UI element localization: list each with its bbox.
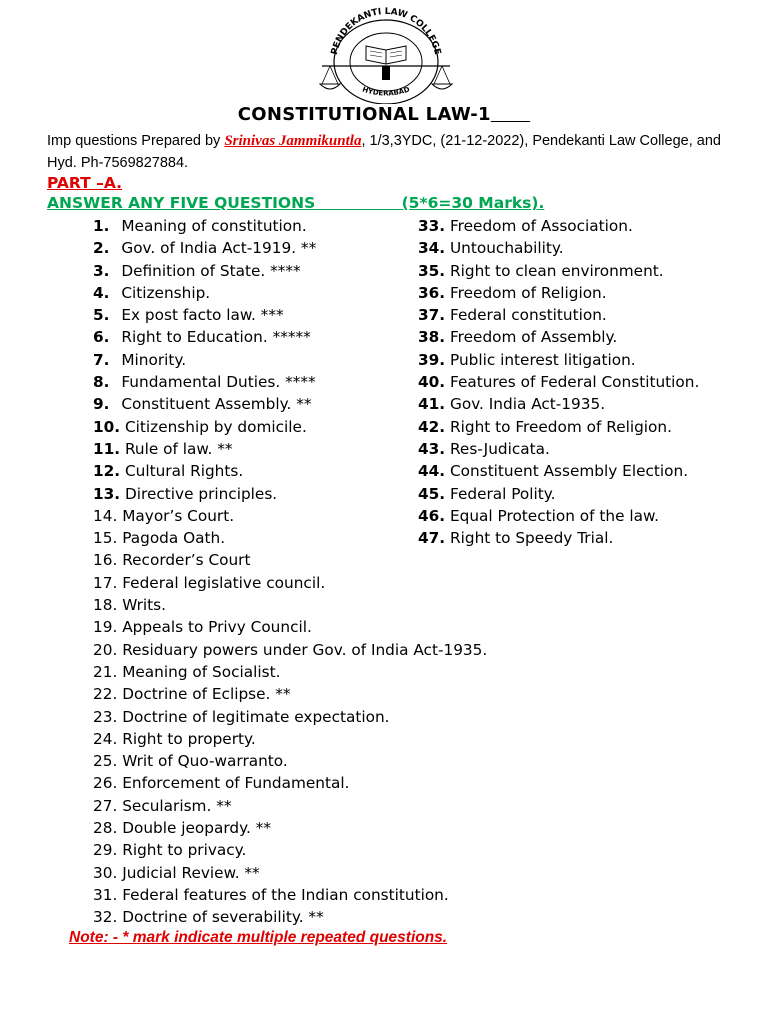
- question-number: 27.: [93, 796, 118, 815]
- question-item: [418, 371, 699, 393]
- question-text: Freedom of Assembly.: [449, 328, 618, 347]
- question-text: Freedom of Religion.: [449, 283, 607, 302]
- question-number: 15.: [93, 529, 118, 548]
- question-item: [418, 527, 699, 549]
- question-text: Residuary powers under Gov. of India Act-1935.: [122, 640, 488, 659]
- question-number: 12.: [93, 462, 121, 481]
- question-item: [93, 661, 487, 683]
- question-text: Federal legislative council.: [122, 573, 326, 592]
- question-item: [93, 906, 487, 928]
- question-list-right: [418, 215, 699, 549]
- question-text: Meaning of constitution.: [121, 217, 307, 235]
- question-item: [418, 460, 699, 482]
- question-item: [418, 304, 699, 326]
- question-text: Double jeopardy. **: [122, 819, 271, 838]
- question-text: Cultural Rights.: [124, 462, 244, 481]
- question-number: 14.: [93, 506, 118, 525]
- question-item: [418, 505, 699, 527]
- question-item: [418, 393, 699, 415]
- intro-paragraph: [47, 130, 747, 174]
- question-number: 7.: [93, 350, 110, 369]
- question-text: Federal Polity.: [449, 484, 556, 503]
- question-number: 19.: [93, 618, 118, 637]
- intro-prefix: Imp questions Prepared by: [47, 133, 225, 149]
- question-text: Writ of Quo-warranto.: [122, 752, 288, 771]
- question-item: [418, 237, 699, 259]
- question-item: [418, 483, 699, 505]
- question-text: Equal Protection of the law.: [449, 506, 659, 525]
- question-number: 23.: [93, 707, 118, 726]
- question-text: Minority.: [121, 350, 187, 369]
- question-number: 17.: [93, 573, 118, 592]
- question-text: Meaning of Socialist.: [122, 662, 281, 681]
- title-text: CONSTITUTIONAL LAW-1: [237, 104, 491, 125]
- question-number: 8.: [93, 373, 110, 392]
- question-item: [93, 594, 487, 616]
- college-seal-logo: [308, 4, 464, 104]
- question-text: Citizenship.: [121, 283, 211, 302]
- document-title: [0, 104, 768, 125]
- svg-text:HYDERABAD: HYDERABAD: [361, 85, 411, 98]
- question-text: Constituent Assembly. **: [121, 395, 312, 414]
- question-number: 29.: [93, 841, 118, 860]
- question-item: [418, 282, 699, 304]
- question-number: 30.: [93, 863, 118, 882]
- question-item: [418, 260, 699, 282]
- question-item: [93, 750, 487, 772]
- question-item: [93, 862, 487, 884]
- svg-text:PENDEKANTI LAW COLLEGE: PENDEKANTI LAW COLLEGE: [329, 6, 443, 56]
- question-item: [418, 215, 699, 237]
- question-number: 21.: [93, 662, 118, 681]
- title-underline: [491, 104, 530, 125]
- question-number: 43.: [418, 439, 446, 458]
- question-text: Mayor’s Court.: [122, 506, 235, 525]
- question-number: 34.: [418, 239, 446, 258]
- question-number: 35.: [418, 261, 446, 280]
- question-number: 25.: [93, 752, 118, 771]
- question-text: Pagoda Oath.: [122, 529, 226, 548]
- question-item: [418, 326, 699, 348]
- question-text: Gov. of India Act-1919. **: [121, 239, 317, 258]
- question-text: Federal constitution.: [449, 306, 607, 325]
- question-text: Definition of State. ****: [121, 261, 301, 280]
- question-text: Untouchability.: [449, 239, 564, 258]
- question-item: [418, 349, 699, 371]
- question-item: [93, 839, 487, 861]
- question-number: 6.: [93, 328, 110, 347]
- question-number: 3.: [93, 261, 110, 280]
- question-number: 2.: [93, 239, 110, 258]
- question-text: Recorder’s Court: [122, 551, 251, 570]
- question-number: 4.: [93, 283, 110, 302]
- question-number: 22.: [93, 685, 118, 704]
- question-item: [93, 795, 487, 817]
- question-number: 5.: [93, 306, 110, 325]
- part-label: PART –A.: [47, 174, 123, 192]
- question-text: Right to Freedom of Religion.: [449, 417, 672, 436]
- question-item: [93, 572, 487, 594]
- question-text: Fundamental Duties. ****: [121, 373, 316, 392]
- question-number: 11.: [93, 439, 121, 458]
- question-text: Public interest litigation.: [449, 350, 636, 369]
- question-number: 37.: [418, 306, 446, 325]
- question-text: Constituent Assembly Election.: [449, 462, 689, 481]
- question-item: [93, 772, 487, 794]
- question-number: 9.: [93, 395, 110, 414]
- question-number: 16.: [93, 551, 118, 570]
- question-number: 26.: [93, 774, 118, 793]
- question-text: Directive principles.: [124, 484, 278, 503]
- question-text: Right to privacy.: [122, 841, 247, 860]
- question-number: 46.: [418, 506, 446, 525]
- question-number: 44.: [418, 462, 446, 481]
- question-number: 13.: [93, 484, 121, 503]
- note-text: Note: - * mark indicate multiple repeated questions.: [69, 929, 448, 946]
- question-number: 47.: [418, 529, 446, 548]
- question-text: Res-Judicata.: [449, 439, 550, 458]
- question-text: Gov. India Act-1935.: [449, 395, 606, 414]
- question-item: [418, 438, 699, 460]
- question-text: Federal features of the Indian constitution.: [122, 885, 449, 904]
- instruction-text: ANSWER ANY FIVE QUESTIONS: [47, 194, 316, 212]
- question-item: [93, 884, 487, 906]
- question-text: Right to clean environment.: [449, 261, 664, 280]
- question-text: Ex post facto law. ***: [121, 306, 284, 325]
- question-number: 10.: [93, 417, 121, 436]
- question-text: Citizenship by domicile.: [124, 417, 307, 436]
- author-name: Srinivas Jammikuntla: [224, 133, 362, 149]
- question-item: [93, 706, 487, 728]
- question-number: 36.: [418, 283, 446, 302]
- question-text: Doctrine of Eclipse. **: [122, 685, 291, 704]
- question-number: 41.: [418, 395, 446, 414]
- question-text: Features of Federal Constitution.: [449, 373, 700, 392]
- question-item: [418, 416, 699, 438]
- question-text: Right to Education. *****: [121, 328, 311, 347]
- question-text: Rule of law. **: [124, 439, 233, 458]
- intro-suffix: , 1/3,3YDC, (21-12-2022), Pendekanti Law College, and Hyd. Ph-7569827884.: [47, 133, 721, 171]
- question-item: [93, 728, 487, 750]
- question-number: 39.: [418, 350, 446, 369]
- question-text: Secularism. **: [122, 796, 232, 815]
- question-text: Doctrine of legitimate expectation.: [122, 707, 390, 726]
- instruction-marks: (5*6=30 Marks).: [401, 194, 545, 212]
- question-item: [93, 549, 487, 571]
- question-number: 38.: [418, 328, 446, 347]
- question-number: 31.: [93, 885, 118, 904]
- question-number: 45.: [418, 484, 446, 503]
- question-item: [93, 639, 487, 661]
- instruction-line: [47, 194, 544, 212]
- question-text: Enforcement of Fundamental.: [122, 774, 350, 793]
- question-item: [93, 817, 487, 839]
- question-number: 28.: [93, 819, 118, 838]
- question-text: Judicial Review. **: [122, 863, 260, 882]
- question-number: 1.: [93, 217, 110, 235]
- question-number: 18.: [93, 596, 118, 615]
- question-text: Right to property.: [122, 729, 256, 748]
- question-item: [93, 683, 487, 705]
- question-item: [93, 616, 487, 638]
- question-text: Appeals to Privy Council.: [122, 618, 312, 637]
- question-text: Right to Speedy Trial.: [449, 529, 614, 548]
- question-text: Writs.: [122, 596, 167, 615]
- question-number: 42.: [418, 417, 446, 436]
- question-number: 20.: [93, 640, 118, 659]
- question-text: Freedom of Association.: [449, 217, 633, 235]
- question-number: 40.: [418, 373, 446, 392]
- question-number: 32.: [93, 908, 118, 927]
- question-number: 24.: [93, 729, 118, 748]
- question-number: 33.: [418, 217, 446, 235]
- question-text: Doctrine of severability. **: [122, 908, 324, 927]
